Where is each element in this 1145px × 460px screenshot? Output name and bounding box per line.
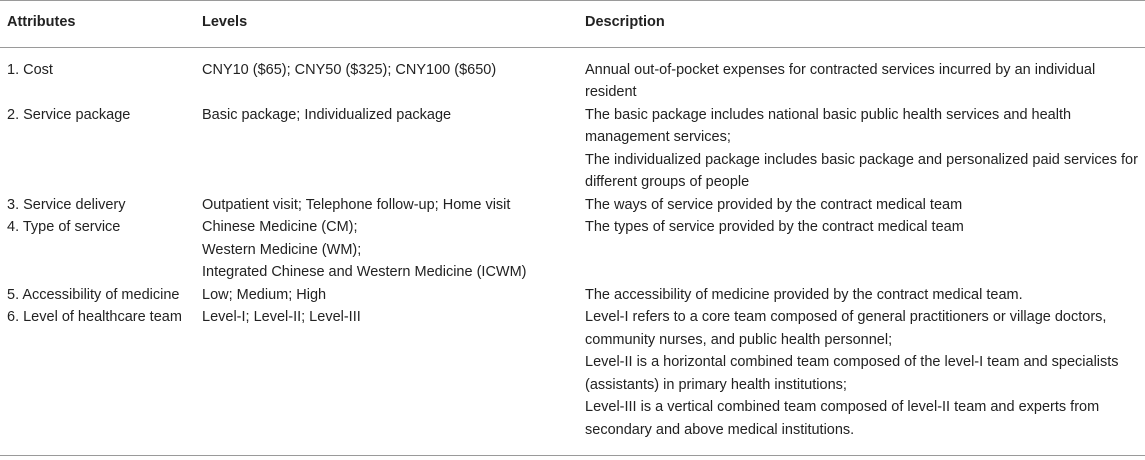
- levels-cell: [195, 306, 578, 456]
- description-paragraph: The types of service provided by the contract medical team: [585, 219, 964, 235]
- levels-line: Chinese Medicine (CM);: [202, 219, 358, 235]
- header-row: [0, 1, 1145, 48]
- description-paragraph: Level-III is a vertical combined team composed of level-II team and experts from secondary and above medical institutions.: [585, 399, 1100, 438]
- levels-line: CNY10 ($65); CNY50 ($325); CNY100 ($650): [202, 61, 497, 78]
- table-row: [0, 306, 1145, 456]
- description-paragraph: Level-II is a horizontal combined team composed of the level-I team and specialists (assistants) in primary health institutions;: [585, 354, 1119, 393]
- description-paragraph: The accessibility of medicine provided by the contract medical team.: [585, 286, 1023, 303]
- description-cell: [578, 194, 1145, 217]
- attribute-cell: 2. Service package: [7, 106, 131, 123]
- levels-cell: [195, 284, 578, 307]
- table-row: [0, 104, 1145, 194]
- header-attributes: Attributes: [7, 14, 76, 30]
- table-header: [0, 1, 1145, 48]
- description-paragraph: The individualized package includes basic package and personalized paid services for different groups of people: [585, 151, 1138, 190]
- header-levels: Levels: [202, 14, 248, 30]
- header-description: Description: [585, 14, 665, 30]
- description-paragraph: Level-I refers to a core team composed of general practitioners or village doctors, community nurses, and public health personnel;: [585, 309, 1107, 348]
- description-cell: [578, 104, 1145, 194]
- description-cell: [578, 306, 1145, 456]
- attribute-cell: 3. Service delivery: [7, 196, 126, 213]
- levels-cell: [195, 194, 578, 217]
- levels-cell: [195, 104, 578, 194]
- attribute-cell: 1. Cost: [7, 61, 53, 78]
- table-row: [0, 194, 1145, 217]
- levels-line: Level-I; Level-II; Level-III: [202, 309, 361, 325]
- levels-line: Outpatient visit; Telephone follow-up; Home visit: [202, 196, 511, 213]
- description-paragraph: The basic package includes national basic public health services and health management services;: [585, 106, 1072, 145]
- description-cell: [578, 47, 1145, 104]
- levels-line: Low; Medium; High: [202, 286, 327, 303]
- description-paragraph: The ways of service provided by the contract medical team: [585, 196, 963, 213]
- table-row: [0, 216, 1145, 284]
- levels-line: Western Medicine (WM);: [202, 241, 362, 258]
- levels-line: Basic package; Individualized package: [202, 106, 452, 123]
- attribute-cell: 6. Level of healthcare team: [7, 309, 182, 325]
- table-row: [0, 284, 1145, 307]
- table-row: [0, 47, 1145, 104]
- attribute-cell: 5. Accessibility of medicine: [7, 286, 180, 303]
- attribute-cell: 4. Type of service: [7, 219, 121, 235]
- table-body: [0, 47, 1145, 456]
- description-cell: [578, 216, 1145, 284]
- description-paragraph: Annual out-of-pocket expenses for contracted services incurred by an individual resident: [585, 61, 1096, 100]
- description-cell: [578, 284, 1145, 307]
- levels-cell: [195, 47, 578, 104]
- levels-line: Integrated Chinese and Western Medicine (ICWM): [202, 264, 527, 280]
- levels-cell: [195, 216, 578, 284]
